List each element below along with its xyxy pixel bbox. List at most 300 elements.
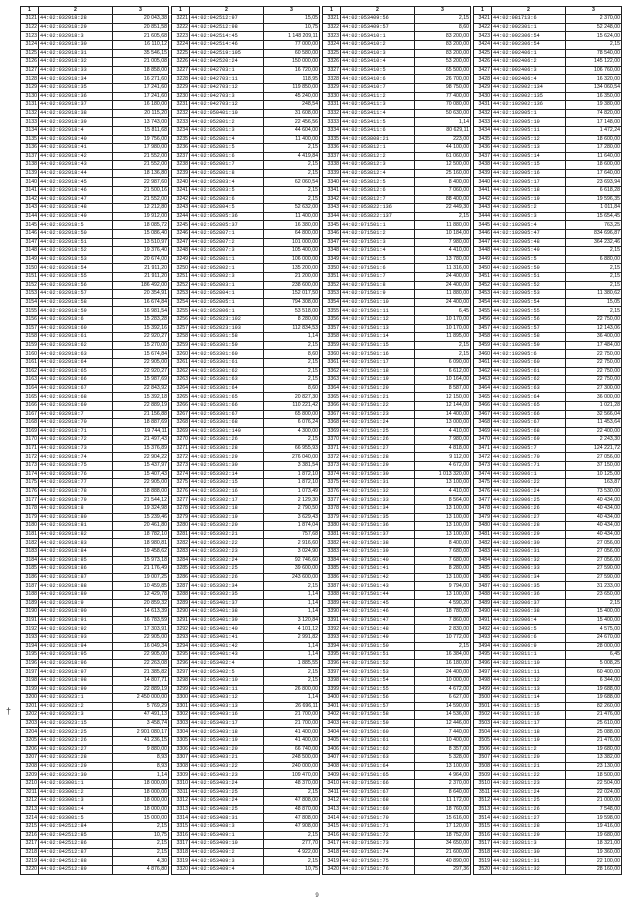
value-cell: 10,75 [113, 831, 169, 840]
table-row [474, 49, 622, 58]
value-cell: 4 922,00 [264, 848, 320, 857]
cadastral-number-cell: 44:02:102905:53 [492, 290, 566, 299]
row-number-cell: 3314 [172, 814, 190, 823]
value-cell: 2 991,82 [264, 633, 320, 642]
table-row [474, 548, 622, 557]
table-row [172, 608, 320, 617]
row-number-cell: 3491 [474, 616, 492, 625]
row-number-cell: 3208 [21, 762, 39, 771]
value-cell: 24 670,00 [566, 633, 622, 642]
data-table-block [322, 6, 471, 875]
table-row [474, 780, 622, 789]
table-row [474, 401, 622, 410]
row-number-cell: 3186 [21, 573, 39, 582]
row-number-cell: 3394 [323, 642, 341, 651]
value-cell: 3 629,43 [264, 513, 320, 522]
table-row [172, 273, 320, 282]
value-cell: 1,14 [264, 694, 320, 703]
cadastral-number-cell: 44:02:071501:75 [341, 857, 415, 866]
row-number-cell: 3378 [323, 505, 341, 514]
cadastral-number-cell: 44:02:071501:58 [341, 711, 415, 720]
cadastral-number-cell: 44:02:053411:4 [341, 109, 415, 118]
row-number-cell: 3230 [172, 92, 190, 101]
cadastral-number-cell: 44:02:071501:39 [341, 548, 415, 557]
cadastral-number-cell: 44:02:102811:24 [492, 788, 566, 797]
cadastral-number-cell: 44:02:102906:30 [492, 539, 566, 548]
cadastral-number-cell: 44:02:053301:68 [190, 419, 264, 428]
cadastral-number-cell: 44:02:102811:18 [492, 728, 566, 737]
value-cell: 21 911,20 [113, 264, 169, 273]
row-number-cell: 3247 [172, 238, 190, 247]
table-row [21, 436, 169, 445]
table-row [172, 393, 320, 402]
row-number-cell: 3123 [21, 32, 39, 41]
row-number-cell: 3292 [172, 625, 190, 634]
cadastral-number-cell: 44:02:053401:38 [190, 608, 264, 617]
cadastral-number-cell: 44:02:053403:25 [190, 788, 264, 797]
row-number-cell: 3282 [172, 539, 190, 548]
table-row [21, 255, 169, 264]
table-row [21, 719, 169, 728]
cadastral-number-cell: 44:02:042512:86 [39, 840, 113, 849]
cadastral-number-cell: 44:02:071501:41 [341, 565, 415, 574]
table-row [21, 702, 169, 711]
cadastral-number-cell: 44:02:032918:7 [39, 410, 113, 419]
row-number-cell: 3424 [474, 40, 492, 49]
margin-mark: † [6, 706, 12, 716]
row-number-cell: 3250 [172, 264, 190, 273]
cadastral-number-cell: 44:02:032918:92 [39, 625, 113, 634]
row-number-cell: 3460 [474, 350, 492, 359]
table-row [323, 40, 471, 49]
table-row [474, 264, 622, 273]
value-cell: 16 981,54 [113, 307, 169, 316]
table-row [474, 384, 622, 393]
value-cell: 40 434,00 [566, 530, 622, 539]
row-number-cell: 3375 [323, 479, 341, 488]
row-number-cell: 3255 [172, 307, 190, 316]
row-number-cell: 3205 [21, 737, 39, 746]
row-number-cell: 3376 [323, 487, 341, 496]
table-row [323, 599, 471, 608]
row-number-cell: 3420 [323, 865, 341, 874]
table-row [474, 427, 622, 436]
table-row [323, 264, 471, 273]
table-row [323, 221, 471, 230]
value-cell: 2,15 [566, 281, 622, 290]
table-row [474, 178, 622, 187]
value-cell: 2,15 [264, 195, 320, 204]
cadastral-number-cell: 44:02:053410:6 [341, 75, 415, 84]
cadastral-number-cell: 44:02:032923:15 [39, 719, 113, 728]
cadastral-number-cell: 44:02:052802:1 [190, 264, 264, 273]
cadastral-number-cell: 44:02:052801:5 [190, 144, 264, 153]
cadastral-number-cell: 44:02:053301:140 [190, 427, 264, 436]
document-sheet [20, 6, 618, 875]
cadastral-number-cell: 44:02:032918:70 [39, 419, 113, 428]
cadastral-number-cell: 44:02:032918:65 [39, 367, 113, 376]
table-row [323, 745, 471, 754]
value-cell: 3 120,84 [264, 616, 320, 625]
value-cell: 243 600,00 [264, 573, 320, 582]
cadastral-number-cell: 44:02:102905:52 [492, 281, 566, 290]
table-row [474, 315, 622, 324]
row-number-cell: 3185 [21, 565, 39, 574]
cadastral-number-cell: 44:02:032923:29 [39, 762, 113, 771]
table-row [474, 659, 622, 668]
row-number-cell: 3252 [172, 281, 190, 290]
value-cell: 22 024,00 [566, 788, 622, 797]
value-cell: 23 130,00 [566, 762, 622, 771]
row-number-cell: 3260 [172, 350, 190, 359]
cadastral-number-cell: 44:02:053402:4 [190, 659, 264, 668]
cadastral-number-cell: 44:02:071501:26 [341, 436, 415, 445]
cadastral-number-cell: 44:02:032918:74 [39, 453, 113, 462]
row-number-cell: 3251 [172, 273, 190, 282]
table-row [474, 204, 622, 213]
row-number-cell: 3497 [474, 668, 492, 677]
row-number-cell: 3400 [323, 694, 341, 703]
value-cell: 17 280,00 [566, 144, 622, 153]
cadastral-number-cell: 44:02:053302:34 [190, 582, 264, 591]
value-cell: 186 492,00 [113, 281, 169, 290]
cadastral-number-cell: 44:02:032918:80 [39, 513, 113, 522]
cadastral-number-cell: 44:02:032918:28 [39, 15, 113, 24]
table-row [323, 668, 471, 677]
value-cell: 1,14 [113, 771, 169, 780]
cadastral-number-cell: 44:02:032918:81 [39, 522, 113, 531]
cadastral-number-cell: 44:02:042514:46 [190, 40, 264, 49]
column-header: 1 [474, 7, 492, 15]
table-row [21, 505, 169, 514]
row-number-cell: 3403 [323, 719, 341, 728]
row-number-cell: 3444 [474, 212, 492, 221]
table-row [474, 290, 622, 299]
row-number-cell: 3443 [474, 204, 492, 213]
table-row [474, 58, 622, 67]
row-number-cell: 3519 [474, 857, 492, 866]
table-row [474, 23, 622, 32]
row-number-cell: 3504 [474, 728, 492, 737]
table-row [474, 642, 622, 651]
row-number-cell: 3419 [323, 857, 341, 866]
cadastral-number-cell: 44:02:071501:42 [341, 573, 415, 582]
value-cell: 2,15 [264, 161, 320, 170]
table-row [323, 676, 471, 685]
row-number-cell: 3168 [21, 419, 39, 428]
cadastral-number-cell: 44:02:053301:30 [190, 462, 264, 471]
row-number-cell: 3337 [323, 152, 341, 161]
cadastral-number-cell: 44:02:071501:29 [341, 462, 415, 471]
row-number-cell: 3476 [474, 487, 492, 496]
table-row [21, 831, 169, 840]
row-number-cell: 3515 [474, 823, 492, 832]
table-row [21, 676, 169, 685]
value-cell: 22 920,27 [113, 367, 169, 376]
table-row [323, 548, 471, 557]
value-cell: 20 674,00 [113, 255, 169, 264]
cadastral-number-cell: 44:02:092406:3 [492, 66, 566, 75]
row-number-cell: 3422 [474, 23, 492, 32]
table-row [21, 857, 169, 866]
cadastral-number-cell: 44:02:042512:87 [39, 848, 113, 857]
value-cell: 47 808,00 [264, 814, 320, 823]
value-cell: 2,15 [264, 187, 320, 196]
table-row [323, 126, 471, 135]
cadastral-number-cell: 44:02:102811:12 [492, 676, 566, 685]
value-cell: 35 546,15 [113, 49, 169, 58]
cadastral-number-cell: 44:02:071501:64 [341, 762, 415, 771]
value-cell: 27 590,00 [566, 573, 622, 582]
value-cell: 10 000,00 [415, 676, 471, 685]
value-cell: 106 000,00 [264, 255, 320, 264]
value-cell: 110 221,42 [264, 401, 320, 410]
table-row [172, 694, 320, 703]
row-number-cell: 3138 [21, 161, 39, 170]
table-row [172, 298, 320, 307]
cadastral-number-cell: 44:02:032923:3 [39, 711, 113, 720]
table-row [172, 358, 320, 367]
table-row [21, 75, 169, 84]
value-cell: 2,15 [264, 169, 320, 178]
cadastral-number-cell: 44:02:032918:64 [39, 358, 113, 367]
cadastral-number-cell: 44:02:071501:47 [341, 616, 415, 625]
row-number-cell: 3435 [474, 135, 492, 144]
table-row [172, 255, 320, 264]
page-number: 9 [315, 893, 319, 899]
value-cell: 15 654,45 [566, 212, 622, 221]
value-cell: 2 901 080,17 [113, 728, 169, 737]
row-number-cell: 3217 [21, 840, 39, 849]
row-number-cell: 3289 [172, 599, 190, 608]
value-cell: 44 100,00 [415, 144, 471, 153]
table-row [21, 444, 169, 453]
value-cell: 50 630,00 [415, 109, 471, 118]
row-number-cell: 3479 [474, 513, 492, 522]
row-number-cell: 3459 [474, 341, 492, 350]
row-number-cell: 3484 [474, 556, 492, 565]
value-cell: 18 980,81 [113, 539, 169, 548]
table-row [172, 32, 320, 41]
row-number-cell: 3453 [474, 290, 492, 299]
value-cell: 8,60 [264, 350, 320, 359]
cadastral-number-cell: 44:02:102905:65 [492, 401, 566, 410]
table-row [474, 247, 622, 256]
row-number-cell: 3215 [21, 823, 39, 832]
table-row [323, 212, 471, 221]
cadastral-number-cell: 44:02:102905:55 [492, 307, 566, 316]
value-cell: 1 073,49 [264, 487, 320, 496]
table-row [474, 685, 622, 694]
value-cell: 124 221,72 [566, 444, 622, 453]
row-number-cell: 3318 [172, 848, 190, 857]
value-cell: 11 400,00 [264, 135, 320, 144]
value-cell: 19 596,35 [566, 195, 622, 204]
value-cell: 2 129,30 [264, 496, 320, 505]
table-row [21, 221, 169, 230]
value-cell: 20 851,58 [113, 23, 169, 32]
cadastral-number-cell: 44:02:053403:24 [190, 780, 264, 789]
value-cell: 21 156,88 [113, 410, 169, 419]
cadastral-number-cell: 44:02:102905:56 [492, 315, 566, 324]
row-number-cell: 3461 [474, 358, 492, 367]
row-number-cell: 3492 [474, 625, 492, 634]
row-number-cell: 3508 [474, 762, 492, 771]
value-cell: 16 384,00 [415, 651, 471, 660]
table-row [172, 341, 320, 350]
row-number-cell: 3276 [172, 487, 190, 496]
table-row [474, 616, 622, 625]
row-number-cell: 3466 [474, 401, 492, 410]
value-cell: 22 750,00 [566, 350, 622, 359]
value-cell: 1,14 [415, 118, 471, 127]
value-cell: 7 860,00 [415, 616, 471, 625]
value-cell: 4 410,00 [415, 427, 471, 436]
data-table-block [473, 6, 622, 875]
row-number-cell: 3273 [172, 462, 190, 471]
cadastral-number-cell: 44:02:102906:22 [492, 479, 566, 488]
cadastral-number-cell: 44:02:053409:3 [190, 857, 264, 866]
cadastral-number-cell: 44:02:032918:62 [39, 341, 113, 350]
row-number-cell: 3242 [172, 195, 190, 204]
row-number-cell: 3174 [21, 470, 39, 479]
row-number-cell: 3409 [323, 771, 341, 780]
row-number-cell: 3347 [323, 238, 341, 247]
value-cell: 6 627,00 [415, 694, 471, 703]
value-cell: 2,15 [264, 831, 320, 840]
table-row [172, 238, 320, 247]
value-cell: 19 416,00 [566, 823, 622, 832]
row-number-cell: 3442 [474, 195, 492, 204]
cadastral-number-cell: 44:02:071501:62 [341, 745, 415, 754]
row-number-cell: 3204 [21, 728, 39, 737]
row-number-cell: 3299 [172, 685, 190, 694]
row-number-cell: 3169 [21, 427, 39, 436]
value-cell: 48 870,00 [264, 805, 320, 814]
column-header: 1 [323, 7, 341, 15]
cadastral-number-cell: 44:02:042512:84 [39, 823, 113, 832]
cadastral-number-cell: 44:02:053411:2 [341, 92, 415, 101]
value-cell: 22 920,27 [113, 333, 169, 342]
cadastral-number-cell: 44:02:102811:19 [492, 737, 566, 746]
value-cell: 2,15 [264, 376, 320, 385]
value-cell: 21 385,82 [113, 668, 169, 677]
row-number-cell: 3516 [474, 831, 492, 840]
row-number-cell: 3406 [323, 745, 341, 754]
table-row [21, 187, 169, 196]
value-cell: 4 575,00 [566, 625, 622, 634]
row-number-cell: 3272 [172, 453, 190, 462]
row-number-cell: 3371 [323, 444, 341, 453]
cadastral-number-cell: 44:02:032918:46 [39, 187, 113, 196]
row-number-cell: 3345 [323, 221, 341, 230]
table-row [172, 49, 320, 58]
value-cell: 8 564,00 [415, 496, 471, 505]
row-number-cell: 3238 [172, 161, 190, 170]
cadastral-number-cell: 44:02:052807:2 [190, 238, 264, 247]
value-cell: 18 888,00 [113, 487, 169, 496]
value-cell: 15 283,28 [113, 315, 169, 324]
value-cell: 20 859,32 [113, 599, 169, 608]
table-row [21, 848, 169, 857]
cadastral-number-cell: 44:02:052805:37 [190, 221, 264, 230]
row-number-cell: 3385 [323, 565, 341, 574]
cadastral-number-cell: 44:02:032918:56 [39, 281, 113, 290]
cadastral-number-cell: 44:02:102811:20 [492, 754, 566, 763]
cadastral-number-cell: 44:02:032918:9 [39, 599, 113, 608]
column-header: 3 [566, 7, 622, 15]
row-number-cell: 3135 [21, 135, 39, 144]
table-row [323, 427, 471, 436]
cadastral-number-cell: 44:02:071501:22 [341, 401, 415, 410]
cadastral-number-cell: 44:02:042703:1 [190, 66, 264, 75]
cadastral-number-cell: 44:02:071501:20 [341, 384, 415, 393]
cadastral-number-cell: 44:02:053808:21 [341, 135, 415, 144]
table-row [21, 539, 169, 548]
row-number-cell: 3127 [21, 66, 39, 75]
table-row [323, 178, 471, 187]
value-cell: 763,25 [566, 221, 622, 230]
row-number-cell: 3475 [474, 479, 492, 488]
table-row [323, 762, 471, 771]
table-row [474, 814, 622, 823]
cadastral-number-cell: 44:02:102811:1 [492, 651, 566, 660]
value-cell: 7 548,00 [566, 805, 622, 814]
table-row [474, 169, 622, 178]
value-cell: 2 450 000,00 [113, 694, 169, 703]
table-row [172, 75, 320, 84]
cadastral-number-cell: 44:02:032923:25 [39, 728, 113, 737]
row-number-cell: 3429 [474, 83, 492, 92]
value-cell: 10 125,00 [566, 470, 622, 479]
row-number-cell: 3192 [21, 625, 39, 634]
value-cell: 16 783,59 [113, 616, 169, 625]
table-row [323, 805, 471, 814]
table-row [474, 762, 622, 771]
row-number-cell: 3163 [21, 376, 39, 385]
table-row [21, 642, 169, 651]
row-number-cell: 3372 [323, 453, 341, 462]
row-number-cell: 3145 [21, 221, 39, 230]
table-row [172, 711, 320, 720]
table-row [172, 737, 320, 746]
table-row [323, 66, 471, 75]
row-number-cell: 3421 [474, 15, 492, 24]
table-row [172, 195, 320, 204]
cadastral-number-cell: 44:02:071501:15 [341, 341, 415, 350]
row-number-cell: 3381 [323, 530, 341, 539]
value-cell: 1,14 [264, 651, 320, 660]
row-number-cell: 3450 [474, 264, 492, 273]
value-cell: 15 616,00 [415, 814, 471, 823]
row-number-cell: 3373 [323, 462, 341, 471]
cadastral-number-cell: 44:02:032918:37 [39, 101, 113, 110]
cadastral-number-cell: 44:02:032918:48 [39, 204, 113, 213]
row-number-cell: 3172 [21, 453, 39, 462]
table-row [323, 642, 471, 651]
cadastral-number-cell: 44:02:032918:69 [39, 401, 113, 410]
cadastral-number-cell: 44:02:052801:4 [190, 135, 264, 144]
table-row [474, 350, 622, 359]
table-row [21, 109, 169, 118]
row-number-cell: 3212 [21, 797, 39, 806]
value-cell: 1 021,28 [566, 401, 622, 410]
table-row [172, 66, 320, 75]
row-number-cell: 3418 [323, 848, 341, 857]
column-header: 2 [492, 7, 566, 15]
table-row [474, 633, 622, 642]
cadastral-number-cell: 44:02:032918:32 [39, 58, 113, 67]
